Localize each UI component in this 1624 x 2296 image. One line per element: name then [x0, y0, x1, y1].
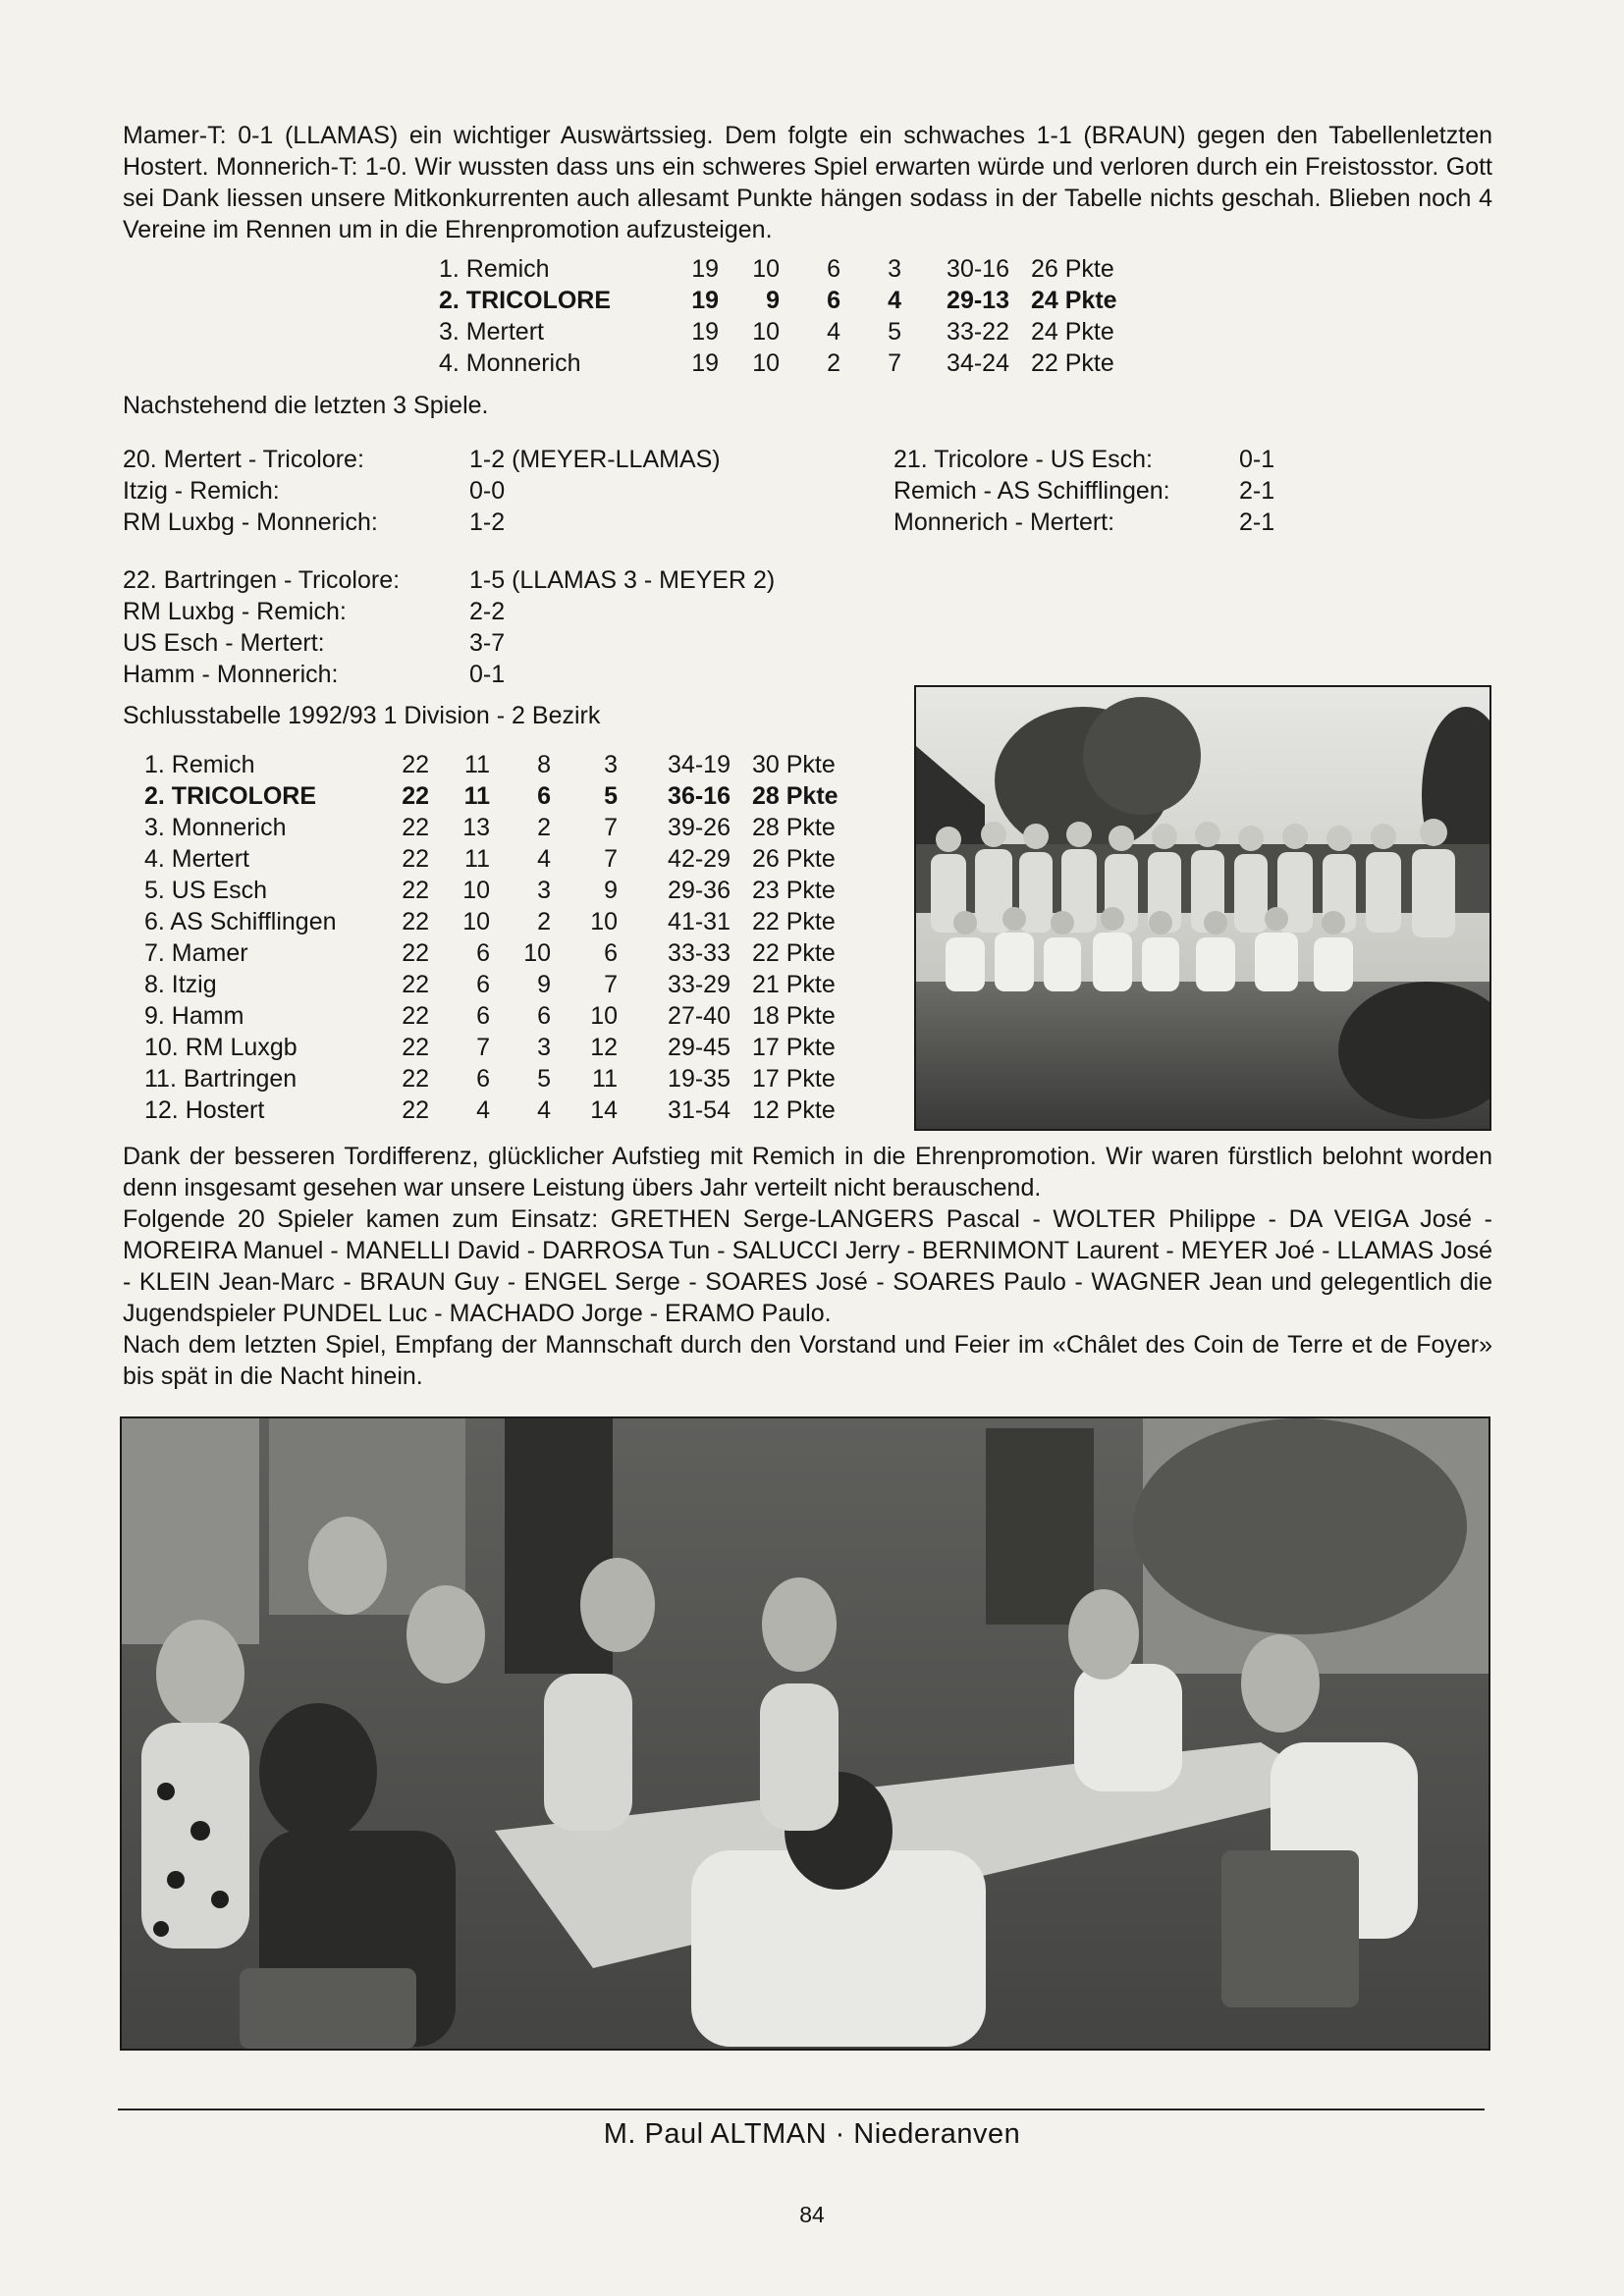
- standings-cell-p: 19: [691, 349, 719, 377]
- standings-cell-goals: 31-54: [668, 1096, 731, 1124]
- standings-cell-team: 3. Mertert: [439, 318, 544, 346]
- standings-cell-w: 10: [752, 255, 780, 283]
- footer-rule: [118, 2109, 1485, 2110]
- standings-cell-l: 10: [590, 908, 618, 935]
- standings-cell-p: 22: [402, 1065, 429, 1093]
- standings-cell-goals: 33-33: [668, 939, 731, 967]
- standings-cell-w: 11: [463, 782, 490, 810]
- standings-cell-w: 6: [476, 1065, 490, 1093]
- match-result: 1-2: [469, 508, 506, 536]
- result-row: [123, 507, 721, 538]
- standings-row: [144, 906, 865, 937]
- standings-cell-goals: 42-29: [668, 845, 731, 873]
- match-label: RM Luxbg - Monnerich:: [123, 508, 378, 536]
- standings-cell-pts: 24 Pkte: [1031, 287, 1117, 314]
- closing-paragraphs: [123, 1141, 1492, 1392]
- standings-cell-w: 6: [476, 939, 490, 967]
- result-row: [893, 507, 1274, 538]
- standings-cell-l: 10: [590, 1002, 618, 1030]
- standings-cell-goals: 34-19: [668, 751, 731, 778]
- standings-cell-team: 12. Hostert: [144, 1096, 265, 1124]
- standings-cell-pts: 28 Pkte: [752, 782, 839, 810]
- standings-cell-d: 6: [537, 782, 551, 810]
- standings-cell-team: 1. Remich: [144, 751, 255, 778]
- standings-cell-w: 10: [752, 349, 780, 377]
- result-row: [123, 475, 721, 507]
- standings-cell-w: 4: [476, 1096, 490, 1124]
- standings-cell-w: 11: [464, 751, 490, 778]
- standings-row: [439, 253, 1144, 285]
- standings-row: [144, 1032, 865, 1063]
- match-label: 21. Tricolore - US Esch:: [893, 446, 1153, 473]
- standings-cell-pts: 17 Pkte: [752, 1034, 836, 1061]
- celebration-photo-image: [122, 1418, 1489, 2049]
- standings-cell-goals: 33-22: [947, 318, 1009, 346]
- standings-cell-w: 13: [462, 814, 490, 841]
- standings-cell-goals: 30-16: [947, 255, 1009, 283]
- standings-cell-l: 5: [604, 782, 618, 810]
- standings-cell-p: 22: [402, 814, 429, 841]
- match-result: 0-0: [469, 477, 506, 505]
- standings-cell-l: 7: [604, 971, 618, 998]
- standings-cell-goals: 27-40: [668, 1002, 731, 1030]
- last-games-intro: Nachstehend die letzten 3 Spiele.: [123, 392, 489, 419]
- standings-row: [144, 969, 865, 1000]
- standings-cell-p: 22: [402, 939, 429, 967]
- standings-cell-p: 22: [402, 908, 429, 935]
- standings-row: [144, 1095, 865, 1126]
- standings-cell-team: 5. US Esch: [144, 877, 268, 904]
- standings-row: [144, 780, 865, 812]
- standings-cell-team: 2. TRICOLORE: [439, 287, 612, 314]
- round-22-results: [123, 564, 775, 690]
- standings-cell-goals: 29-45: [668, 1034, 731, 1061]
- standings-row: [439, 347, 1144, 379]
- result-row: [123, 564, 775, 596]
- standings-cell-team: 6. AS Schifflingen: [144, 908, 337, 935]
- standings-cell-pts: 22 Pkte: [752, 939, 836, 967]
- standings-cell-l: 9: [604, 877, 618, 904]
- standings-cell-d: 3: [537, 877, 551, 904]
- standings-cell-team: 11. Bartringen: [144, 1065, 298, 1093]
- standings-cell-l: 12: [590, 1034, 618, 1061]
- standings-cell-p: 19: [691, 287, 719, 314]
- standings-cell-goals: 39-26: [668, 814, 731, 841]
- result-row: [123, 596, 775, 627]
- match-result: 2-1: [1239, 508, 1275, 536]
- standings-row: [144, 843, 865, 875]
- standings-cell-pts: 26 Pkte: [1031, 255, 1114, 283]
- standings-cell-team: 4. Monnerich: [439, 349, 581, 377]
- team-photo-image: [916, 687, 1489, 1129]
- standings-cell-team: 8. Itzig: [144, 971, 217, 998]
- result-row: [123, 659, 775, 690]
- interim-standings: [439, 253, 1144, 379]
- standings-cell-d: 4: [827, 318, 840, 346]
- standings-cell-goals: 36-16: [668, 782, 731, 810]
- standings-cell-p: 22: [402, 751, 429, 778]
- standings-cell-d: 6: [827, 287, 840, 314]
- match-result: 3-7: [469, 629, 506, 657]
- intro-text: Mamer-T: 0-1 (LLAMAS) ein wichtiger Auswärtssieg. Dem folgte ein schwaches 1-1 (BRAUN) gegen den Tabellenletzten Hostert. Monnerich-T: 1-0. Wir wussten dass uns ein schweres Spiel erwarten würde und verloren durch ein Freistosstor. Gott sei Dank liessen unsere Mitkonkurrenten auch allesamt Punkte hängen sodass in der Tabelle nichts geschah. Blieben noch 4 Vereine im Rennen um in die Ehrenpromotion aufzusteigen.: [123, 122, 1492, 243]
- standings-cell-w: 11: [464, 845, 490, 873]
- standings-cell-d: 3: [537, 1034, 551, 1061]
- closing-text-1: Dank der besseren Tordifferenz, glücklicher Aufstieg mit Remich in die Ehrenpromotion. Wir waren fürstlich belohnt worden denn insgesamt gesehen war unsere Leistung übers Jahr verteilt nicht berauschend.: [123, 1143, 1492, 1201]
- standings-cell-team: 10. RM Luxgb: [144, 1034, 298, 1061]
- standings-cell-d: 2: [827, 349, 840, 377]
- standings-cell-l: 5: [888, 318, 901, 346]
- standings-cell-pts: 24 Pkte: [1031, 318, 1114, 346]
- team-photo: [914, 685, 1491, 1131]
- standings-cell-d: 5: [537, 1065, 551, 1093]
- match-label: Itzig - Remich:: [123, 477, 280, 505]
- standings-cell-goals: 29-13: [947, 287, 1009, 314]
- footer-sponsor: M. Paul ALTMAN · Niederanven: [603, 2118, 1021, 2150]
- standings-cell-l: 7: [888, 349, 901, 377]
- standings-cell-l: 3: [604, 751, 618, 778]
- standings-cell-d: 9: [537, 971, 551, 998]
- final-table-title: Schlusstabelle 1992/93 1 Division - 2 Bezirk: [123, 702, 601, 729]
- result-row: [123, 444, 721, 475]
- standings-cell-goals: 34-24: [947, 349, 1009, 377]
- match-label: US Esch - Mertert:: [123, 629, 325, 657]
- standings-cell-l: 7: [604, 845, 618, 873]
- match-label: 20. Mertert - Tricolore:: [123, 446, 364, 473]
- standings-cell-pts: 18 Pkte: [752, 1002, 836, 1030]
- standings-cell-d: 4: [537, 845, 551, 873]
- standings-cell-pts: 26 Pkte: [752, 845, 836, 873]
- standings-cell-p: 22: [402, 1002, 429, 1030]
- standings-cell-team: 9. Hamm: [144, 1002, 244, 1030]
- match-label: 22. Bartringen - Tricolore:: [123, 566, 401, 594]
- result-row: [893, 475, 1274, 507]
- closing-text-3: Nach dem letzten Spiel, Empfang der Mannschaft durch den Vorstand und Feier im «Châlet des Coin de Terre et de Foyer» bis spät in die Nacht hinein.: [123, 1331, 1492, 1390]
- standings-cell-p: 22: [402, 1034, 429, 1061]
- standings-cell-d: 6: [827, 255, 840, 283]
- standings-cell-d: 8: [537, 751, 551, 778]
- page-number: 84: [799, 2202, 825, 2227]
- standings-cell-pts: 22 Pkte: [752, 908, 836, 935]
- celebration-photo: [120, 1416, 1490, 2051]
- standings-cell-w: 6: [476, 1002, 490, 1030]
- standings-cell-goals: 33-29: [668, 971, 731, 998]
- standings-cell-p: 22: [402, 845, 429, 873]
- match-label: Remich - AS Schifflingen:: [893, 477, 1170, 505]
- standings-cell-goals: 19-35: [668, 1065, 731, 1093]
- match-result: 0-1: [469, 661, 506, 688]
- standings-cell-pts: 23 Pkte: [752, 877, 836, 904]
- match-label: RM Luxbg - Remich:: [123, 598, 347, 625]
- interim-table: [439, 253, 1144, 379]
- standings-cell-w: 10: [462, 877, 490, 904]
- standings-cell-team: 3. Monnerich: [144, 814, 287, 841]
- standings-cell-l: 14: [590, 1096, 618, 1124]
- match-result: 0-1: [1239, 446, 1275, 473]
- round-20-results: [123, 444, 721, 538]
- match-label: Hamm - Monnerich:: [123, 661, 339, 688]
- standings-cell-goals: 41-31: [668, 908, 731, 935]
- final-standings: [144, 749, 865, 1126]
- standings-cell-p: 19: [691, 255, 719, 283]
- standings-row: [439, 316, 1144, 347]
- standings-cell-p: 19: [691, 318, 719, 346]
- standings-cell-pts: 22 Pkte: [1031, 349, 1114, 377]
- intro-paragraph: [123, 120, 1492, 245]
- match-result: 2-2: [469, 598, 506, 625]
- standings-row: [144, 1063, 865, 1095]
- result-row: [123, 627, 775, 659]
- standings-cell-w: 10: [462, 908, 490, 935]
- standings-row: [144, 937, 865, 969]
- standings-cell-goals: 29-36: [668, 877, 731, 904]
- final-table: [144, 749, 865, 1126]
- standings-cell-p: 22: [402, 782, 429, 810]
- standings-row: [439, 285, 1144, 316]
- standings-cell-pts: 21 Pkte: [752, 971, 836, 998]
- standings-cell-d: 2: [537, 908, 551, 935]
- standings-row: [144, 812, 865, 843]
- match-label: Monnerich - Mertert:: [893, 508, 1115, 536]
- standings-cell-team: 7. Mamer: [144, 939, 248, 967]
- standings-row: [144, 749, 865, 780]
- standings-cell-d: 10: [523, 939, 551, 967]
- standings-cell-w: 9: [766, 287, 780, 314]
- standings-cell-pts: 30 Pkte: [752, 751, 836, 778]
- match-result: 1-2 (MEYER-LLAMAS): [469, 446, 721, 473]
- standings-cell-pts: 28 Pkte: [752, 814, 836, 841]
- standings-cell-l: 11: [592, 1065, 618, 1093]
- standings-cell-p: 22: [402, 971, 429, 998]
- standings-cell-d: 4: [537, 1096, 551, 1124]
- match-result: 2-1: [1239, 477, 1275, 505]
- result-row: [893, 444, 1274, 475]
- standings-cell-w: 7: [476, 1034, 490, 1061]
- standings-row: [144, 875, 865, 906]
- round-21-results: [893, 444, 1274, 538]
- standings-cell-d: 2: [537, 814, 551, 841]
- standings-cell-w: 10: [752, 318, 780, 346]
- standings-row: [144, 1000, 865, 1032]
- standings-cell-l: 4: [888, 287, 901, 314]
- standings-cell-l: 7: [604, 814, 618, 841]
- match-result: 1-5 (LLAMAS 3 - MEYER 2): [469, 566, 776, 594]
- standings-cell-pts: 12 Pkte: [752, 1096, 836, 1124]
- standings-cell-p: 22: [402, 1096, 429, 1124]
- standings-cell-team: 2. TRICOLORE: [144, 782, 317, 810]
- standings-cell-p: 22: [402, 877, 429, 904]
- standings-cell-pts: 17 Pkte: [752, 1065, 836, 1093]
- standings-cell-d: 6: [537, 1002, 551, 1030]
- standings-cell-team: 1. Remich: [439, 255, 550, 283]
- standings-cell-team: 4. Mertert: [144, 845, 249, 873]
- players-list-text: Folgende 20 Spieler kamen zum Einsatz: GRETHEN Serge-LANGERS Pascal - WOLTER Philippe - DA VEIGA José - MOREIRA Manuel - MANELLI David - DARROSA Tun - SALUCCI Jerry - BERNIMONT Laurent - MEYER Joé - LLAMAS José - KLEIN Jean-Marc - BRAUN Guy - ENGEL Serge - SOARES José - SOARES Paulo - WAGNER Jean und gelegentlich die Jugendspieler PUNDEL Luc - MACHADO Jorge - ERAMO Paulo.: [123, 1205, 1492, 1327]
- standings-cell-w: 6: [476, 971, 490, 998]
- standings-cell-l: 3: [888, 255, 901, 283]
- standings-cell-l: 6: [604, 939, 618, 967]
